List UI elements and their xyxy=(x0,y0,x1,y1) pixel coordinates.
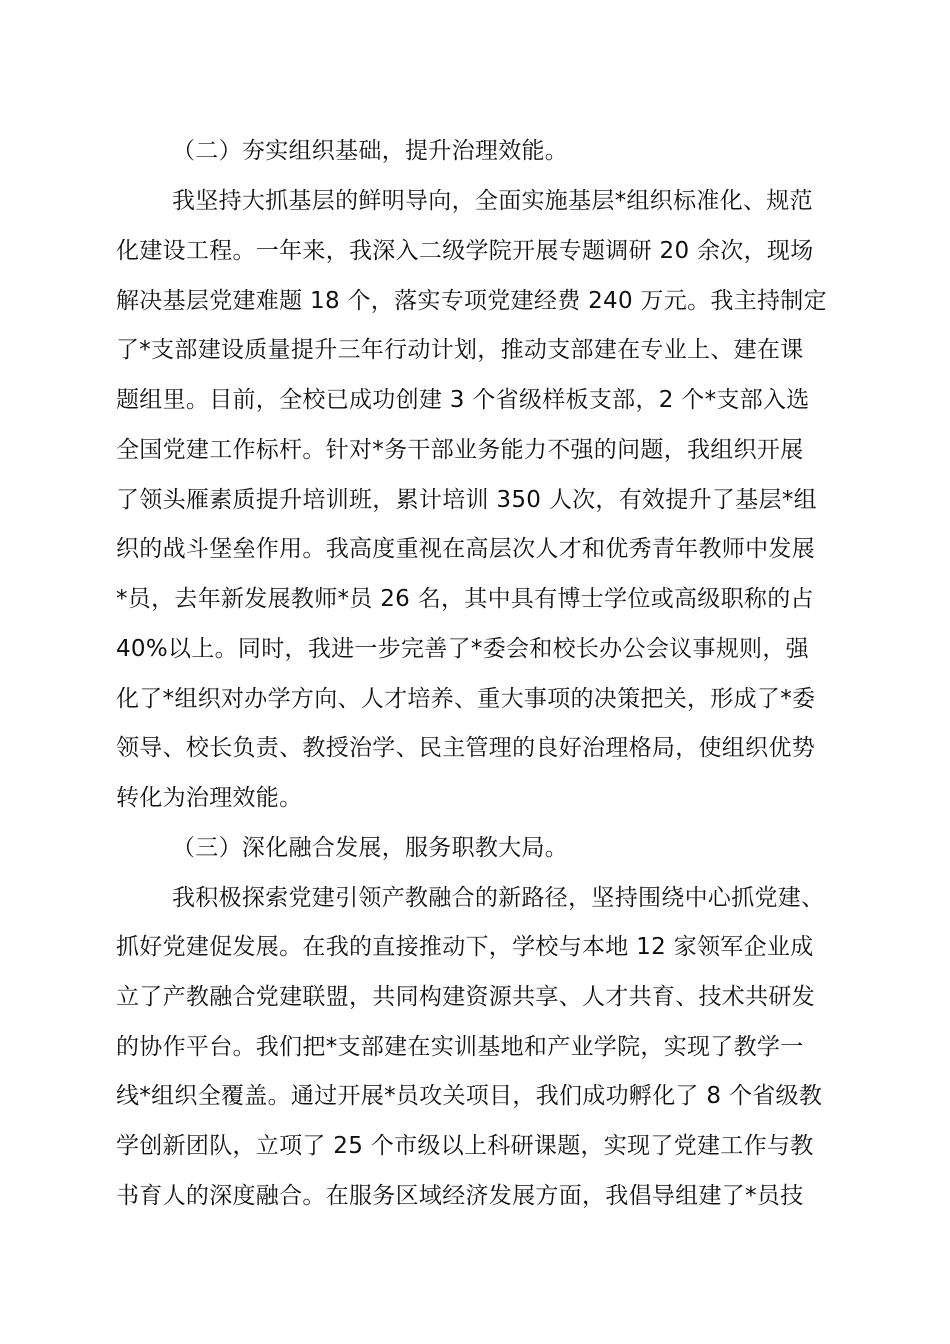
paragraph-line: 线*组织全覆盖。通过开展*员攻关项目，我们成功孵化了 8 个省级教 xyxy=(116,1083,823,1109)
paragraph-line: 了领头雁素质提升培训班，累计培训 350 人次，有效提升了基层*组 xyxy=(116,487,817,513)
paragraph-line: 了*支部建设质量提升三年行动计划，推动支部建在专业上、建在课 xyxy=(116,337,804,363)
paragraph-line: 书育人的深度融合。在服务区域经济发展方面，我倡导组建了*员技 xyxy=(116,1183,804,1209)
paragraph-line: 学创新团队，立项了 25 个市级以上科研课题，实现了党建工作与教 xyxy=(116,1133,814,1159)
paragraph-line: 化了*组织对办学方向、人才培养、重大事项的决策把关，形成了*委 xyxy=(116,686,816,712)
paragraph-line: 我积极探索党建引领产教融合的新路径，坚持围绕中心抓党建、 xyxy=(172,885,825,911)
paragraph-line: 转化为治理效能。 xyxy=(116,785,303,811)
paragraph-line: *员，去年新发展教师*员 26 名，其中具有博士学位或高级职称的占 xyxy=(116,586,814,612)
paragraph-line: 题组里。目前，全校已成功创建 3 个省级样板支部，2 个*支部入选 xyxy=(116,387,810,413)
section-two-heading: （二）夯实组织基础，提升治理效能。 xyxy=(172,138,569,164)
paragraph-line: 解决基层党建难题 18 个，落实专项党建经费 240 万元。我主持制定 xyxy=(116,288,827,314)
paragraph-line: 领导、校长负责、教授治学、民主管理的良好治理格局，使组织优势 xyxy=(116,735,815,761)
paragraph-line: 40%以上。同时，我进一步完善了*委会和校长办公会议事规则，强 xyxy=(116,636,809,662)
paragraph-line: 全国党建工作标杆。针对*务干部业务能力不强的问题，我组织开展 xyxy=(116,437,804,463)
paragraph-line: 立了产教融合党建联盟，共同构建资源共享、人才共育、技术共研发 xyxy=(116,984,815,1010)
paragraph-line: 我坚持大抓基层的鲜明导向，全面实施基层*组织标准化、规范 xyxy=(172,188,813,214)
paragraph-line: 化建设工程。一年来，我深入二级学院开展专题调研 20 余次，现场 xyxy=(116,238,814,264)
paragraph-line: 的协作平台。我们把*支部建在实训基地和产业学院，实现了教学一 xyxy=(116,1034,804,1060)
section-three-heading: （三）深化融合发展，服务职教大局。 xyxy=(172,835,569,861)
paragraph-line: 抓好党建促发展。在我的直接推动下，学校与本地 12 家领军企业成 xyxy=(116,934,814,960)
paragraph-line: 织的战斗堡垒作用。我高度重视在高层次人才和优秀青年教师中发展 xyxy=(116,536,815,562)
